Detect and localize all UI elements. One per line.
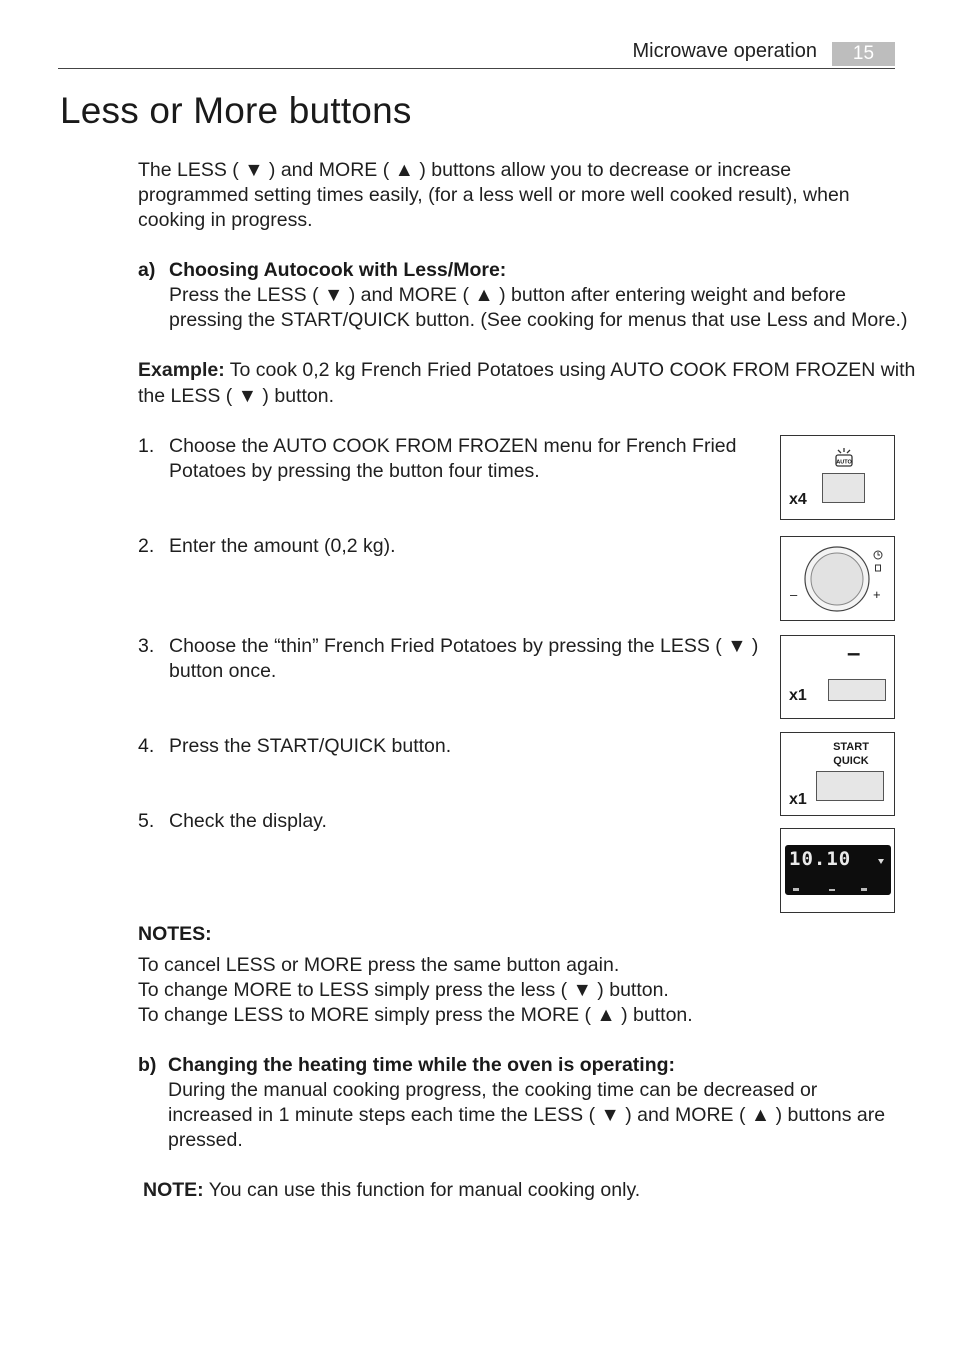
final-note-text: You can use this function for manual cooking only. [203, 1179, 641, 1201]
section-a-label: a) [138, 259, 156, 281]
notes-line-3: To change LESS to MORE simply press the MORE ( ▲ ) button. [138, 1004, 693, 1026]
notes-line-2: To change MORE to LESS simply press the less ( ▼ ) button. [138, 979, 669, 1001]
step-2-number: 2. [138, 535, 155, 557]
example-line-2: the LESS ( ▼ ) button. [138, 385, 334, 407]
page-number: 15 [832, 42, 895, 66]
auto-cook-multiplier: x4 [789, 491, 807, 508]
intro-line-3: cooking in progress. [138, 209, 313, 231]
step-1-number: 1. [138, 435, 155, 457]
section-b-line-2: increased in 1 minute steps each time the LESS ( ▼ ) and MORE ( ▲ ) buttons are [168, 1104, 886, 1126]
start-quick-panel [780, 732, 895, 816]
step-1-line-1: Choose the AUTO COOK FROM FROZEN menu for French Fried [169, 435, 737, 457]
section-b-label: b) [138, 1054, 157, 1076]
example-text: To cook 0,2 kg French Fried Potatoes using AUTO COOK FROM FROZEN with [224, 359, 916, 381]
dial-minus-label: – [790, 587, 798, 602]
step-2-line-1: Enter the amount (0,2 kg). [169, 535, 396, 557]
intro-line-2: programmed setting times easily, (for a less well or more well cooked result), when [138, 184, 850, 206]
section-b-heading: Changing the heating time while the oven is operating: [168, 1054, 676, 1076]
display-screen [785, 845, 891, 895]
step-5-line-1: Check the display. [169, 810, 327, 832]
step-4-number: 4. [138, 735, 155, 757]
start-multiplier: x1 [789, 791, 807, 808]
header-divider [58, 68, 895, 69]
less-button[interactable] [828, 679, 886, 701]
header-section-title: Microwave operation [632, 40, 817, 62]
display-panel [780, 828, 895, 913]
quick-label: QUICK [833, 755, 869, 767]
auto-cook-icon [833, 446, 855, 468]
notes-heading: NOTES: [138, 923, 212, 945]
less-multiplier: x1 [789, 687, 807, 704]
step-4-line-1: Press the START/QUICK button. [169, 735, 452, 757]
less-button-panel [780, 635, 895, 719]
section-a-heading: Choosing Autocook with Less/More: [169, 259, 507, 281]
step-5-number: 5. [138, 810, 155, 832]
auto-cook-button[interactable] [822, 473, 865, 503]
less-minus-icon: – [847, 640, 861, 667]
weight-dial-icon[interactable] [781, 537, 896, 622]
step-3-number: 3. [138, 635, 155, 657]
display-indicator-icons [785, 845, 891, 895]
example-label: Example: [138, 359, 225, 381]
section-b-line-1: During the manual cooking progress, the cooking time can be decreased or [168, 1079, 818, 1101]
final-note-label: NOTE: [143, 1179, 204, 1201]
dial-plus-label: + [873, 587, 881, 602]
auto-cook-panel [780, 435, 895, 520]
step-3-line-2: button once. [169, 660, 277, 682]
step-3-line-1: Choose the “thin” French Fried Potatoes by pressing the LESS ( ▼ ) [169, 635, 759, 657]
section-a-line-2: pressing the START/QUICK button. (See cooking for menus that use Less and More.) [169, 309, 908, 331]
auto-cook-label: AUTO [836, 459, 852, 466]
notes-line-1: To cancel LESS or MORE press the same button again. [138, 954, 620, 976]
intro-line-1: The LESS ( ▼ ) and MORE ( ▲ ) buttons allow you to decrease or increase [138, 159, 792, 181]
page-title: Less or More buttons [60, 90, 412, 131]
section-b-line-3: pressed. [168, 1129, 243, 1151]
section-a-line-1: Press the LESS ( ▼ ) and MORE ( ▲ ) button after entering weight and before [169, 284, 847, 306]
start-label: START [833, 741, 869, 753]
start-quick-button[interactable] [816, 771, 884, 801]
final-note [143, 1178, 640, 1203]
example-line-1 [138, 358, 915, 383]
step-1-line-2: Potatoes by pressing the button four times. [169, 460, 540, 482]
weight-dial-panel [780, 536, 895, 621]
display-readout: 10.10 [789, 848, 852, 870]
